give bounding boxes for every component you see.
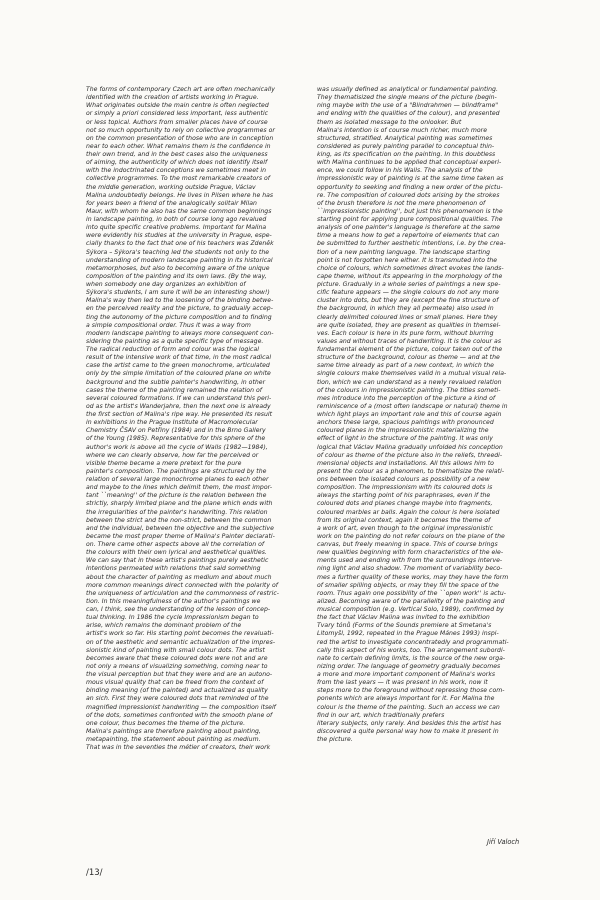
text-line: steps more to the foreground without repressing those com- [317,687,505,695]
text-line: mous visual quality that can be freed from the context of [86,679,264,687]
text-line: Malina's intention is of course much richer, much more [317,126,488,134]
text-line: fundamental element of the picture, colour taken out of the [317,346,503,353]
text-line: more common meanings direct connected with the polarity of [86,581,278,589]
text-line: cluster into dots, but they are (except the fine structure of [317,297,499,305]
text-line: are quite isolated, they are present as qualities in themsel- [317,321,501,329]
text-line: where we can clearly observe, how far the perceived or [86,451,259,459]
text-line: The forms of contemporary Czech art are often mechanically [86,86,275,93]
text-line: or simply a priori considered less important, less authentic [86,110,269,118]
text-line: of the dots, sometimes confronted with the smooth plane of [86,711,273,719]
text-line: of the brush therefore is not the mere phenomenon of [317,199,486,207]
text-line: can, I think, see the understanding of the lesson of concep- [86,606,271,613]
text-line: intentions permeated with relations that said something [86,565,261,573]
text-line: coloured marbles ar balls. Again the colour is here isolated [317,508,500,516]
author-signature: Jiří Valoch [487,838,520,846]
text-line: structure of the background, colour as theme — and at the [317,354,500,362]
text-line: Sýkora – Sýkora's teaching led the students not only to the [86,248,270,256]
text-line: considered as purely painting parallel to conceptual thin- [317,142,495,150]
text-line: values and without traces of handwriting. It is the colour as [317,337,502,345]
text-line: coloured dots and planes change maybe into fragments, [317,500,493,508]
text-line: composition. The impressionism with its coloured dots is [317,484,493,492]
text-line: were evidently his studies at the university in Prague, espe- [86,232,272,240]
text-line: anchors these large, spacious paintings with pronounced [317,419,494,427]
text-line: literary subjects, only rarely. And besides this the artist has [317,719,502,727]
text-line: Malina's paintings are therefore painting about painting, [86,727,261,735]
text-line: discovered a quite personal way how to make it present in [317,727,499,735]
text-line: sidering the painting as a quite specific type of message. [86,337,264,345]
text-line: artist's work so far. His starting point becomes the revaluati- [86,630,274,638]
text-line: point is not forgotten here either. It is transmuted into the [317,256,498,264]
text-line: We can say that in these artist's paintings purely aesthetic [86,557,269,565]
text-line: musical composition (e.g. Vertical Solo, 1989), confirmed by [317,606,504,613]
text-line: with Malina continues to be applied that conceptual experi- [317,159,502,167]
text-line: tion. In this meaningfulness of the author's paintings we [86,597,261,605]
text-line: ``impressionistic painting'', but just this phenomenon is the [317,207,503,215]
text-line: became the most proper theme of Malina's Painter declarati- [86,532,275,540]
text-line: nate to certain defining limits, is the source of the new orga- [317,654,506,662]
text-line: logical that Václav Malina gradually unfolded his conception [317,443,503,451]
text-line: background and the subtle painter's handwriting, in other [86,378,266,386]
text-line: choice of colours, which sometimes direct evokes the lands- [317,264,504,272]
text-line: Litomyšl, 1992, repeated in the Prague Mánes 1993) inspi- [317,630,499,638]
text-line: metapainting, the statement about painting as medium. [86,736,261,743]
text-line: only by the simple limitation of the coloured plane on white [86,370,271,378]
text-line: cially thanks to the fact that one of his teachers was Zdeněk [86,240,274,248]
text-line: work on the painting do not refer colours on the plane of the [317,532,505,540]
text-line: one colour, thus becomes the theme of the picture. [86,719,246,727]
text-line: of smaller spilling objects, or may they fill the space of the [317,581,499,589]
text-line: a work of art, even though to the original impressionistic [317,524,493,532]
text-line: them as isolated message to the onlooker. But [317,118,462,126]
text-line: Tvary tónů (Forms of the Sounds premiere at Smetana's [317,622,492,630]
text-line: en the perceived reality and the picture, to gradually accep- [86,305,273,313]
text-line: ence, we could follow in his Walls. The analysis of the [317,167,483,175]
text-line: single colours make themselves valid in a mutual visual rela- [317,370,507,378]
text-line: opportunity to seeking and finding a new order of the pictu- [317,183,503,191]
text-line: Sýkora's students, I am sure it will be an interesting show!) [86,289,270,297]
text-line: or less topical. Authors from smaller places have of course [86,118,268,126]
text-line: ting the autonomy of the picture composition and to finding [86,313,272,321]
text-line: understanding of modern landscape painting in its historical [86,256,273,264]
text-line: analysis of one painter's language is therefore at the same [317,224,500,232]
text-line: the middle generation, working outside Prague, Václav [86,183,256,191]
text-line: coloured planes in the impressionistic materializing the [317,427,489,435]
text-line: which light plays an important role and this of course again [317,411,502,418]
text-line: with the indoctrinated conceptions we sometimes meet in [86,167,267,175]
text-line: binding meaning (of the painted) and actualized as quality [86,687,268,695]
text-line: collective programmes. To the most remarkable creators of [86,175,270,183]
text-line: the irregularities of the painter's handwriting. This relation [86,508,268,516]
article-left-column [86,86,311,752]
page-number: /13/ [86,868,103,878]
text-line: The radical reduction of form and colour was the logical [86,346,259,353]
text-line: ponents which are always important for it. For Malina the [317,695,495,703]
text-line: not so much opportunity to rely on collective programmes or [86,126,275,134]
text-line: present the colour as a phenomen, to thematisize the relati- [317,467,505,475]
text-line: red the artist to investigate concentratedly and programmati- [317,638,509,646]
text-line: several coloured formations. If we can understand this peri- [86,394,272,402]
text-line: canvas, but freely meaning in space. This of course brings [317,541,498,548]
text-line: from the last years — it was present in his work, now it [317,679,488,687]
text-line: starting point for applying pure compositional qualities. The [317,216,503,223]
text-line: of the Young (1985). Representative for this sphere of the [86,435,266,443]
text-line: into quite specific creative problems. Important for Malina [86,224,267,232]
text-line: Maur, with whom he also has the same common beginnings [86,207,272,215]
text-line: magnified impressionist handwriting — the composition itself [86,703,276,711]
text-line: on. There came other aspects above all the correlation of [86,541,265,548]
text-line: tual thinking. In 1986 the cycle Impressionism began to [86,614,259,622]
text-line: picture. Gradually in a whole series of paintings a new spe- [317,281,501,288]
text-line: structured, stratified. Analytical painting was sometimes [317,134,493,142]
text-line: What originates outside the main centre is often neglected [86,102,269,110]
text-line: mes a further quality of these works, may they have the form [317,573,509,581]
text-line: cape theme, without its appearing in the morphology of the [317,272,503,280]
text-line: That was in the seventies the métier of creators, their work [86,744,271,752]
text-line: the uniqueness of articulation and the commonness of restric- [86,589,279,597]
text-line: room. Thus again one possibility of the ``open work'' is actu- [317,589,506,597]
text-line: relation of several large monochrome planes to each other [86,476,269,483]
text-line: be submitted to further aesthetic intentions, i.e. by the crea- [317,240,506,248]
text-line: tion, which we can understand as a newly revalued relation [317,378,502,386]
text-line: colour is the theme of the painting. Such an access we can [317,703,500,711]
text-line: a simple compositional order. Thus it was a way from [86,321,251,329]
text-line: the picture. [317,736,353,743]
text-line: about the character of painting as medium and about much [86,573,272,581]
text-line: near to each other. What remains them is the confidence in [86,142,271,150]
text-line: new qualities beginning with form characteristics of the ele- [317,549,504,557]
text-line: and the individual, between the objective and the subjective [86,524,274,532]
text-line: identified with the creation of artists working in Prague. [86,94,259,102]
text-line: in exhibitions in the Prague Institute of Macromolecular [86,419,258,427]
text-line: find in our art, which traditionally prefers [317,711,445,719]
text-line: and maybe to the lines which delimit them, the most impor- [86,484,273,492]
text-line: visible theme became a mere pretext for the pure [86,459,242,467]
text-line: cases the theme of the painting remained the relation of [86,386,262,394]
text-line: strictly, sharply limited plane and the plane which ends with [86,500,273,508]
text-line: their own trend, and in the best cases also the uniqueness [86,151,268,158]
text-line: for years been a friend of the analogically solitair Milan [86,199,257,207]
text-line: mes introduce into the perception of the picture a kind of [317,394,496,402]
text-line: impressionistic way of painting is at the same time taken as [317,175,504,183]
text-line: metamorphoses, but also to becoming aware of the unique [86,264,270,272]
text-line: sionistic kind of painting with small colour dots. The artist [86,646,265,654]
text-line: effect of light in the structure of the painting. It was only [317,435,493,443]
text-line: in landscape painting, in both of course long ago revalued [86,216,267,223]
text-line: Chemistry ČSAV on Petřiny (1984) and in the Brno Gallery [86,427,266,435]
text-line: of the colours in impressionistic painting. The titles someti- [317,386,501,394]
text-line: an sich. First they were coloured dots that reminded of the [86,695,269,703]
text-line: a more and more important component of Malina's works [317,671,496,678]
text-line: case the artist came to the green monochrome, articulated [86,362,270,370]
text-line: the fact that Václav Malina was invited to the exhibition [317,614,490,622]
text-line: tant ``meaning'' of the picture is the relation between the [86,492,267,500]
text-line: king, as its specification on the painting. In this doubtless [317,151,496,158]
text-line: ning maybe with the use of a "Blindrahmen — blindframe" [317,102,499,110]
text-line: clearly delimited coloured lines or small planes. Here they [317,313,498,321]
text-line: composition of the painting and its own laws. (By the way, [86,272,267,280]
text-line: author's work is above all the cycle of Walls (1982—1984), [86,443,268,451]
text-line: of colour as theme of the picture also in the reliefs, threedi- [317,451,503,459]
text-line: mensional objects and installations. All this allows him to [317,459,494,467]
text-line: time a means how to get a repertoire of elements that can [317,232,500,240]
text-line: cally this aspect of his works, too. The arrangement subordi- [317,646,505,654]
text-line: the background, in which they all permeate) also used in [317,305,494,313]
text-line: becomes aware that these coloured dots were not and are [86,654,268,662]
text-line: when somebody one day organizes an exhibition of [86,281,246,288]
text-line: ning light and also shadow. The moment of variability beco- [317,565,503,573]
text-line: the colours with their own lyrical and aesthetical qualities. [86,549,267,557]
text-line: arise, which remains the dominant problem of the [86,622,242,630]
text-line: on the common presentation of those who are in conception [86,134,274,142]
text-line: of aiming, the authenticity of which does not identify itself [86,159,268,167]
text-line: on of the aesthetic and semantic actualization of the impres- [86,638,276,646]
text-line: was usually defined as analytical or fundamental painting. [317,86,498,93]
text-line: modern landscape painting to always more consequent con- [86,329,274,337]
text-line: re. The composition of coloured dots arising by the strokes [317,191,500,199]
text-line: reminiscence of a (most often landscape or natural) theme in [317,402,508,410]
text-line: cific feature appears — the single colours do not any more [317,289,499,297]
text-line: same time already as part of a new context, in which the [317,362,494,370]
text-line: result of the intensive work of that time, in the most radical [86,354,272,362]
text-line: Malina undoubtedly belongs. He lives in Pilsen where he has [86,191,274,199]
text-line: tion of a new painting language. The landscape starting [317,248,491,256]
text-line: between the strict and the non-strict, between the common [86,516,272,524]
text-line: ons between the isolated colours as possibility of a new [317,476,490,483]
text-line: not only a means of visualizing something, coming near to [86,662,268,670]
text-line: nizing order. The language of geometry gradually becomes [317,662,501,670]
article-right-column [317,86,549,744]
text-line: always the starting point of his paraphrases, even if the [317,492,491,500]
text-line: the visual perception but that they were and are an autono- [86,671,273,678]
text-line: alized. Becoming aware of the parallelity of the painting and [317,597,505,605]
text-line: od as the artist's Wanderjahre, then the next one is already [86,402,271,410]
text-line: They thematisized the single means of the picture (begin- [317,94,497,102]
text-line: Malina's way then led to the loosening of the binding betwe- [86,297,274,305]
text-line: painter's composition. The paintings are structured by the [86,467,267,475]
text-line: ves. Each colour is here in its pure form, without blurring [317,329,494,337]
text-line: the first section of Malina's ripe way. He presented its result [86,411,273,418]
text-line: ments used and ending with from the surroundings interve- [317,557,503,565]
text-line: and ending with the qualities of the colour), and presented [317,110,500,118]
text-line: from its original context, again it becomes the theme of [317,516,491,524]
